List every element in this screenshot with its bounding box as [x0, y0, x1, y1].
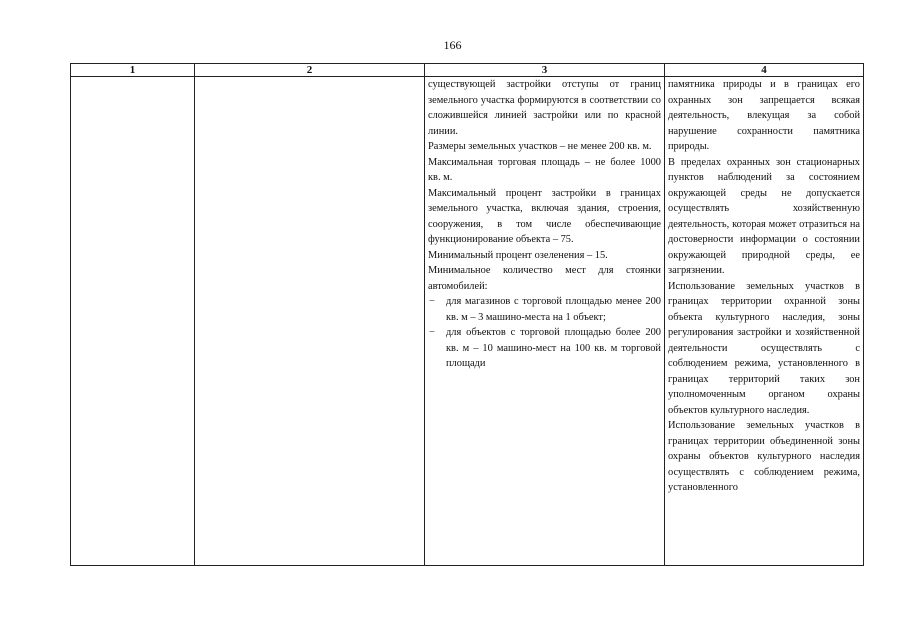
column-header-1: 1 — [71, 64, 195, 77]
col3-paragraph: Минимальный процент озеленения – 15. — [428, 249, 608, 261]
col3-paragraph: существующей застройки отступы от границ земельного участка формируются в соответствии со сложившейся линией застройки или по красной линии. — [428, 79, 661, 137]
column-header-3: 3 — [425, 64, 665, 77]
column-header-4: 4 — [665, 64, 864, 77]
list-item: − для магазинов с торговой площадью менее 200 кв. м – 3 машино-места на 1 объект; — [429, 296, 661, 323]
col4-paragraph: В пределах охранных зон стационарных пунктов наблюдений за состоянием окружающей среды не допускается осуществлять хозяйственную деятельность, которая может отразиться на достоверности информации о состоянии окружающей природной среды, ее загрязнении. — [668, 156, 860, 276]
col3-paragraph: Максимальный процент застройки в границах земельного участка, включая здания, строения, сооружения, в том числе обеспечивающие функционирование объекта – 75. — [428, 187, 661, 245]
list-item: − для объектов с торговой площадью более 200 кв. м – 10 машино-мест на 100 кв. м торговой площади — [429, 327, 661, 369]
col3-paragraph: Размеры земельных участков – не менее 200 кв. м. — [428, 141, 652, 152]
cell-col4 — [665, 77, 864, 566]
bullet-dash: − — [429, 296, 435, 307]
page-number: 166 — [443, 38, 462, 52]
table-row — [71, 77, 864, 566]
col4-paragraph: Использование земельных участков в границах территории охранной зоны объекта культурного наследия, зоны регулирования застройки и хозяйственной деятельности осуществлять с соблюдением режима, установленного в границах территорий таких зон уполномоченным органом охраны объектов культурного наследия. — [668, 280, 860, 416]
col3-paragraph: Максимальная торговая площадь – не более 1000 кв. м. — [428, 156, 661, 183]
cell-col2 — [195, 77, 425, 566]
column-header-2: 2 — [195, 64, 425, 77]
col3-paragraph: Минимальное количество мест для стоянки автомобилей: — [428, 265, 661, 292]
col4-paragraph: Использование земельных участков в границах территории объединенной зоны охраны объектов культурного наследия осуществлять с соблюдением режима, установленного — [668, 420, 860, 493]
cell-col1 — [71, 77, 195, 566]
parking-list — [428, 294, 661, 372]
col4-paragraph: памятника природы и в границах его охранных зон запрещается всякая деятельность, влекущая за собой нарушение сохранности памятника природы. — [668, 79, 860, 152]
cell-col3 — [425, 77, 665, 566]
regulations-table — [70, 63, 864, 566]
bullet-dash: − — [429, 327, 435, 338]
table-header-row — [71, 64, 864, 77]
